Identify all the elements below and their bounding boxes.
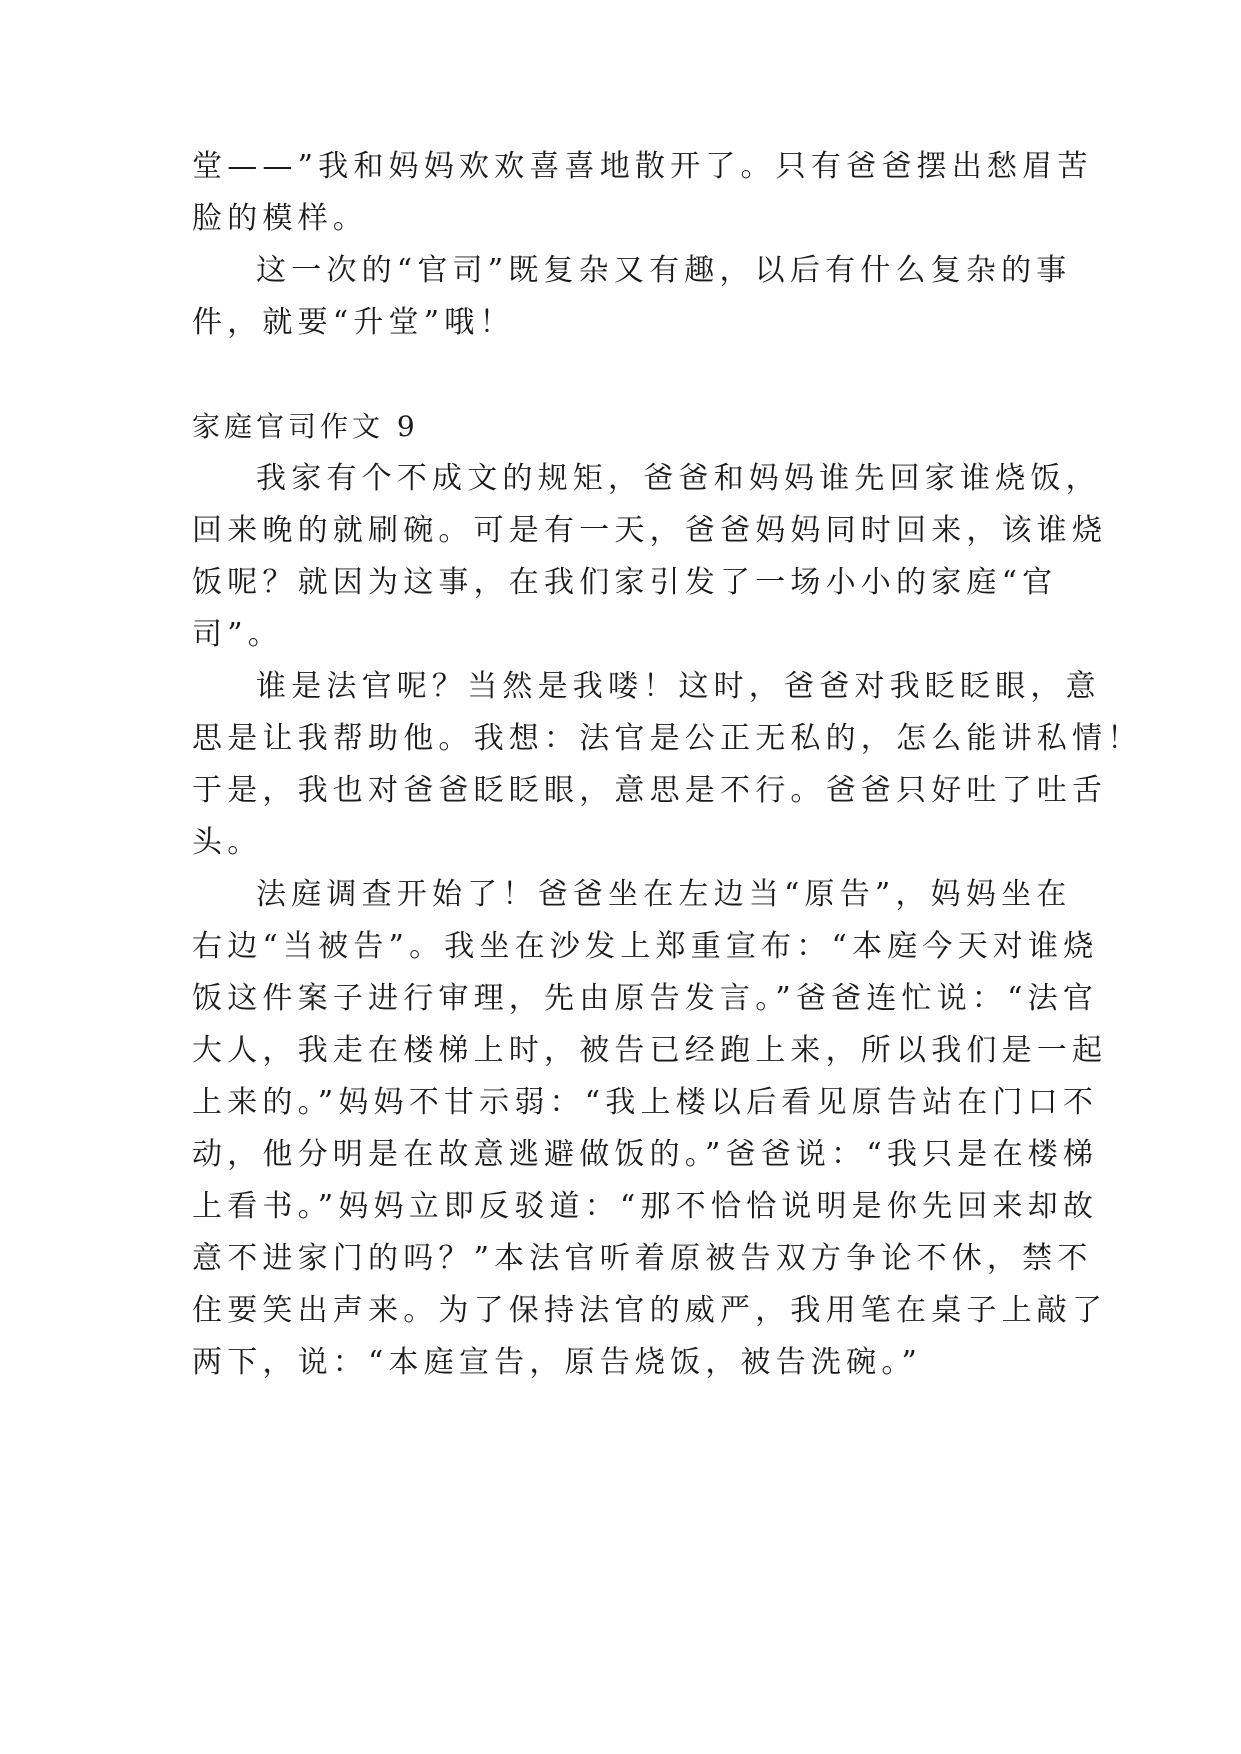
body-line: 法庭调查开始了！爸爸坐在左边当“原告”，妈妈坐在	[256, 877, 1072, 912]
body-line: 于是，我也对爸爸眨眨眼，意思是不行。爸爸只好吐了吐舌	[192, 773, 1108, 808]
body-line: 司”。	[192, 617, 283, 652]
body-line: 上来的。”妈妈不甘示弱：“我上楼以后看见原告站在门口不	[192, 1085, 1099, 1120]
section-title: 家庭官司作文 9	[192, 410, 419, 443]
body-line: 我家有个不成文的规矩，爸爸和妈妈谁先回家谁烧饭，	[256, 461, 1101, 496]
intro-line: 件，就要“升堂”哦！	[192, 305, 515, 340]
body-line: 谁是法官呢？当然是我喽！这时，爸爸对我眨眨眼，意	[256, 669, 1101, 704]
body-line: 住要笑出声来。为了保持法官的威严，我用笔在桌子上敲了	[192, 1293, 1108, 1328]
body-line: 饭呢？就因为这事，在我们家引发了一场小小的家庭“官	[192, 565, 1058, 600]
body-line: 右边“当被告”。我坐在沙发上郑重宣布：“本庭今天对谁烧	[192, 929, 1099, 964]
body-line: 意不进家门的吗？”本法官听着原被告双方争论不休，禁不	[192, 1241, 1093, 1276]
body-line: 饭这件案子进行审理，先由原告发言。”爸爸连忙说：“法官	[192, 981, 1099, 1016]
body-line: 上看书。”妈妈立即反驳道：“那不恰恰说明是你先回来却故	[192, 1189, 1099, 1224]
body-line: 两下，说：“本庭宣告，原告烧饭，被告洗碗。”	[192, 1345, 923, 1380]
body-line: 动，他分明是在故意逃避做饭的。”爸爸说：“我只是在楼梯	[192, 1137, 1099, 1172]
body-line: 回来晚的就刷碗。可是有一天，爸爸妈妈同时回来，该谁烧	[192, 513, 1108, 548]
body-line: 大人，我走在楼梯上时，被告已经跑上来，所以我们是一起	[192, 1033, 1108, 1068]
body-line: 思是让我帮助他。我想：法官是公正无私的，怎么能讲私情！	[192, 721, 1143, 756]
intro-line: 堂——”我和妈妈欢欢喜喜地散开了。只有爸爸摆出愁眉苦	[192, 149, 1093, 184]
body-line: 头。	[192, 825, 263, 860]
intro-line: 脸的模样。	[192, 201, 368, 236]
intro-line: 这一次的“官司”既复杂又有趣，以后有什么复杂的事	[256, 253, 1072, 288]
